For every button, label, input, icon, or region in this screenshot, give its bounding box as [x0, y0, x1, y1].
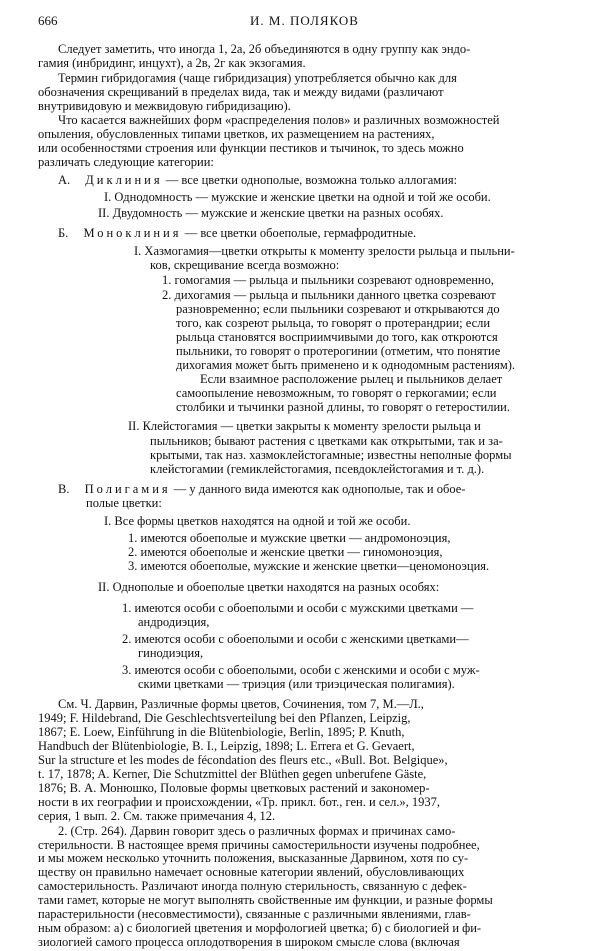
- reference-line: См. Ч. Дарвин, Различные формы цветов, Сочинения, том 7, М.—Л.,: [58, 697, 424, 712]
- intro-line: или особенностями строения или функции пестиков и тычинок, то здесь можно: [38, 141, 464, 156]
- section-b-line: пыльники, то говорят о протерогинии (отметим, что понятие: [176, 343, 501, 358]
- section-b-line: рыльца становятся восприимчивыми до того, как откроются: [176, 329, 498, 344]
- intro-line: внутривидовую и межвидовую гибридизацию).: [38, 98, 291, 113]
- reference-line: 1867; E. Loew, Einführung in die Blütenbiologie, Berlin, 1895; P. Knuth,: [38, 725, 405, 740]
- section-b-line: 1. гомогамия — рыльца и пыльники созревают одновременно,: [162, 273, 495, 287]
- reference-line: ности в их географии и происхождении, «Тр. прикл. бот., ген. и сел.», 1937,: [38, 794, 441, 809]
- section-a-item: II. Двудомность — мужские и женские цветки на разных особях.: [98, 206, 444, 221]
- section-c-line: 2. имеются обоеполые и женские цветки — гиномоноэция,: [128, 545, 443, 560]
- section-c-line: 3. имеются особи с обоеполыми, особи с женскими и особи с муж-: [122, 663, 480, 677]
- reference-line: t. 17, 1878; A. Kerner, Die Schutzmittel der Blüthen gegen unberufene Gäste,: [38, 767, 427, 781]
- section-b-line: крытыми, так наз. хазмоклейстогамные; известны неполные формы: [150, 447, 512, 462]
- section-b-line: самоопыление невозможным, то говорят о геркогамии; если: [176, 386, 497, 401]
- page-number: 666: [38, 13, 58, 28]
- section-c-line: 1. имеются обоеполые и мужские цветки — андромоноэция,: [128, 531, 451, 546]
- section-b-line: клейстогамии (гемиклейстогамия, псевдоклейстогамия и т. д.).: [150, 461, 485, 476]
- section-a-heading: [58, 173, 457, 187]
- intro-line: Термин гибридогамия (чаще гибридизация) употребляется обычно как для: [58, 70, 457, 85]
- intro-line: гамия (инбридинг, инцухт), а 2в, 2г как экзогамия.: [38, 55, 306, 70]
- running-header-author: И. М. ПОЛЯКОВ: [250, 13, 359, 28]
- reference-line: Handbuch der Blütenbiologie, B. I., Leipzig, 1898; L. Errera et G. Gevaert,: [38, 739, 415, 754]
- reference-line: серия, 1 вып. 2. См. также примечания 4, 12.: [38, 808, 276, 823]
- section-c-line: I. Все формы цветков находятся на одной и той же особи.: [104, 514, 411, 529]
- section-c-line: 1. имеются особи с обоеполыми и особи с мужскими цветками —: [122, 600, 474, 615]
- section-a-marker: А.: [58, 172, 71, 187]
- section-c-term: Полигамия: [84, 481, 171, 496]
- section-c-line: 3. имеются обоеполые, мужские и женские цветки—ценомоноэция.: [128, 559, 490, 573]
- section-b-heading: [58, 226, 416, 240]
- section-c-line: андродиэция,: [138, 614, 210, 629]
- section-a-rest: — все цветки однополые, возможна только аллогамия:: [162, 172, 458, 187]
- section-b-line: разновременно; если пыльники созревают и открываются до: [176, 301, 500, 316]
- note-line: самостерильность. Различают иногда полную стерильность, связанную с дефек-: [38, 879, 467, 894]
- section-b-rest: — все цветки обоеполые, гермафродитные.: [181, 225, 417, 240]
- reference-line: Sur la structure et les modes de fécondation des fleurs etc., «Bull. Bot. Belgique»,: [38, 753, 448, 767]
- section-b-line: дихогамия может быть применено и к однодомным растениям).: [176, 357, 516, 372]
- intro-line: различать следующие категории:: [38, 155, 214, 170]
- note-line: зиологией самого процесса оплодотворения в широком смысле слова (включая: [38, 935, 460, 949]
- section-c-heading: [58, 482, 465, 496]
- note-line: парастерильности (несовместимости), связанные с различными явлениями, глав-: [38, 907, 471, 922]
- note-line: 2. (Стр. 264). Дарвин говорит здесь о различных формах и причинах само-: [58, 823, 456, 838]
- note-line: тами гамет, которые не могут выполнять свойственные им функции, и разные формы: [38, 893, 493, 908]
- section-b-line: ков, скрещивание всегда возможно:: [150, 258, 340, 273]
- intro-line: Что касается важнейших форм «распределения полов» и различных возможностей: [58, 113, 500, 128]
- section-c-marker: В.: [58, 481, 70, 496]
- section-c-line: гинодиэция,: [138, 646, 204, 661]
- note-line: ществу он правильно намечает основные категории явлений, обусловливающих: [38, 865, 465, 880]
- note-line: ным образом: а) с биологией цветения и морфологией цветка; б) с биологией и фи-: [38, 921, 482, 936]
- section-c-line: скими цветками — триэция (или триэцическая полигамия).: [138, 676, 455, 691]
- section-b-line: I. Хазмогамия—цветки открыты к моменту зрелости рыльца и пыльни-: [134, 244, 515, 259]
- section-c-rest: — у данного вида имеются как однополые, так и обое-: [170, 481, 466, 496]
- section-b-line: II. Клейстогамия — цветки закрыты к моменту зрелости рыльца и: [128, 418, 481, 433]
- section-a-item: I. Однодомность — мужские и женские цветки на одной и той же особи.: [104, 189, 491, 204]
- section-b-line: 2. дихогамия — рыльца и пыльники данного цветка созревают: [162, 287, 496, 302]
- section-b-term: Моноклиния: [83, 225, 182, 240]
- section-c-line: II. Однополые и обоеполые цветки находятся на разных особях:: [98, 580, 440, 595]
- intro-line: Следует заметить, что иногда 1, 2а, 2б объединяются в одну группу как эндо-: [58, 41, 471, 56]
- section-b-line: столбики и тычинки разной длины, то говорят о гетеростилии.: [176, 400, 510, 415]
- section-b-line: Если взаимное расположение рылец и пыльников делает: [200, 372, 503, 387]
- reference-line: 1876; В. А. Монюшко, Половые формы цветковых растений и закономер-: [38, 780, 430, 795]
- section-c-line: полые цветки:: [86, 495, 162, 510]
- section-b-line: пыльников; бывают растения с цветками как открытыми, так и за-: [150, 433, 503, 448]
- note-line: и мы можем несколько уточнить положения, высказанные Дарвином, хотя по су-: [38, 851, 469, 866]
- section-b-line: того, как созреют рыльца, то говорят о протерандрии; если: [176, 315, 491, 330]
- intro-line: опыления, обусловленных типами цветков, их размещением на растениях,: [38, 127, 435, 142]
- section-c-line: 2. имеются особи с обоеполыми и особи с женскими цветками—: [122, 632, 469, 647]
- intro-line: обозначения скрещиваний в пределах вида, так и между видами (различают: [38, 84, 444, 99]
- section-b-marker: Б.: [58, 225, 69, 240]
- note-line: стерильности. В настоящее время причины самостерильности изучены подробнее,: [38, 837, 480, 852]
- section-a-term: Диклиния: [85, 172, 163, 187]
- reference-line: 1949; F. Hildebrand, Die Geschlechtsverteilung bei den Pflanzen, Leipzig,: [38, 711, 411, 726]
